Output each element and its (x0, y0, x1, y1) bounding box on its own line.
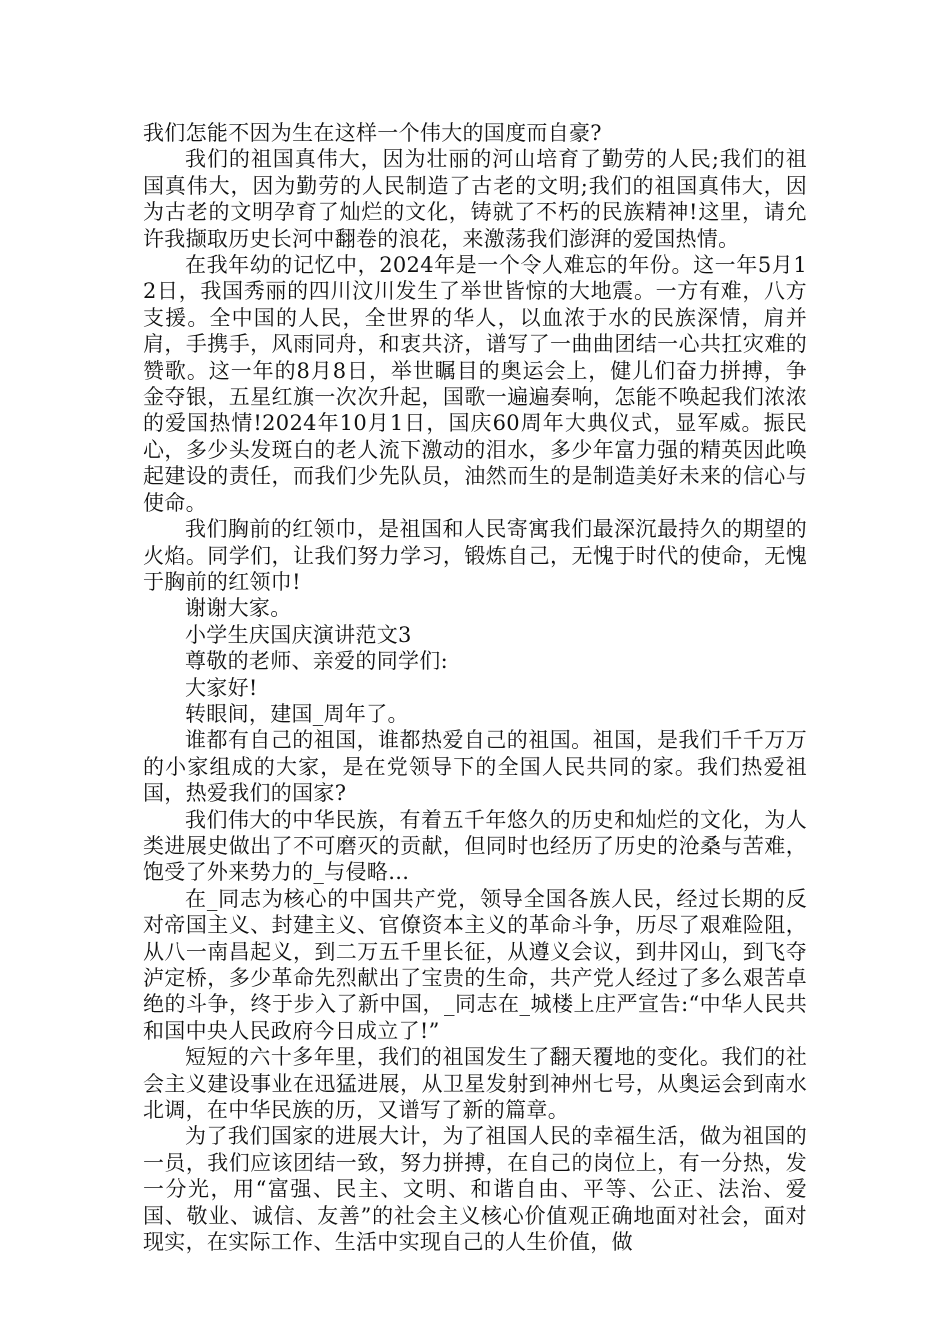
paragraph: 为了我们国家的进展大计，为了祖国人民的幸福生活，做为祖国的一员，我们应该团结一致，努力拼搏，在自己的岗位上，有一分热，发一分光，用“富强、民主、文明、和谐自由、平等、公正、法治、爱国、敬业、诚信、友善”的社会主义核心价值观正确地面对社会，面对现实，在实际工作、生活中实现自己的人生价值，做 (143, 1124, 807, 1255)
salutation: 尊敬的老师、亲爱的同学们: (185, 649, 448, 674)
closing-line: 谢谢大家。 (185, 596, 292, 621)
greeting: 大家好! (185, 675, 258, 700)
paragraph: 转眼间，建国_周年了。 (185, 701, 409, 726)
paragraph: 我们伟大的中华民族，有着五千年悠久的历史和灿烂的文化，为人类进展史做出了不可磨灭的贡献，但同时也经历了历史的沧桑与苦难，饱受了外来势力的_与侵略… (143, 807, 807, 885)
paragraph: 我们怎能不因为生在这样一个伟大的国度而自豪? (143, 121, 602, 145)
paragraph: 短短的六十多年里，我们的祖国发生了翻天覆地的变化。我们的社会主义建设事业在迅猛进展，从卫星发射到神州七号，从奥运会到南水北调，在中华民族的历，又谱写了新的篇章。 (143, 1045, 807, 1123)
section-title: 小学生庆国庆演讲范文3 (185, 622, 412, 647)
document-body (143, 120, 807, 1255)
paragraph: 谁都有自己的祖国，谁都热爱自己的祖国。祖国，是我们千千万万的小家组成的大家，是在党领导下的全国人民共同的家。我们热爱祖国，热爱我们的国家? (143, 728, 807, 806)
paragraph: 在_同志为核心的中国共产党，领导全国各族人民，经过长期的反对帝国主义、封建主义、官僚资本主义的革命斗争，历尽了艰难险阻，从八一南昌起义，到二万五千里长征，从遵义会议，到井冈山，到飞夺泸定桥，多少革命先烈献出了宝贵的生命，共产党人经过了多么艰苦卓绝的斗争，终于步入了新中国，_同志在_城楼上庄严宣告:“中华人民共和国中央人民政府今日成立了!” (143, 886, 807, 1043)
paragraph: 我们胸前的红领巾，是祖国和人民寄寓我们最深沉最持久的期望的火焰。同学们，让我们努力学习，锻炼自己，无愧于时代的使命，无愧于胸前的红领巾! (143, 517, 807, 594)
paragraph: 我们的祖国真伟大，因为壮丽的河山培育了勤劳的人民;我们的祖国真伟大，因为勤劳的人民制造了古老的文明;我们的祖国真伟大，因为古老的文明孕育了灿烂的文化，铸就了不朽的民族精神!这里，请允许我撷取历史长河中翻卷的浪花，来激荡我们澎湃的爱国热情。 (143, 147, 807, 251)
paragraph: 在我年幼的记忆中，2024年是一个令人难忘的年份。这一年5月12日，我国秀丽的四川汶川发生了举世皆惊的大地震。一方有难，八方支援。全中国的人民，全世界的华人，以血浓于水的民族深情，肩并肩，手携手，风雨同舟，和衷共济，谱写了一曲曲团结一心共扛灾难的赞歌。这一年的8月8日，举世瞩目的奥运会上，健儿们奋力拼搏，争金夺银，五星红旗一次次升起，国歌一遍遍奏响，怎能不唤起我们浓浓的爱国热情!2024年10月1日，国庆60周年大典仪式，显军威。振民心，多少头发斑白的老人流下激动的泪水，多少年富力强的精英因此唤起建设的责任，而我们少先队员，油然而生的是制造美好未来的信心与使命。 (143, 253, 807, 515)
